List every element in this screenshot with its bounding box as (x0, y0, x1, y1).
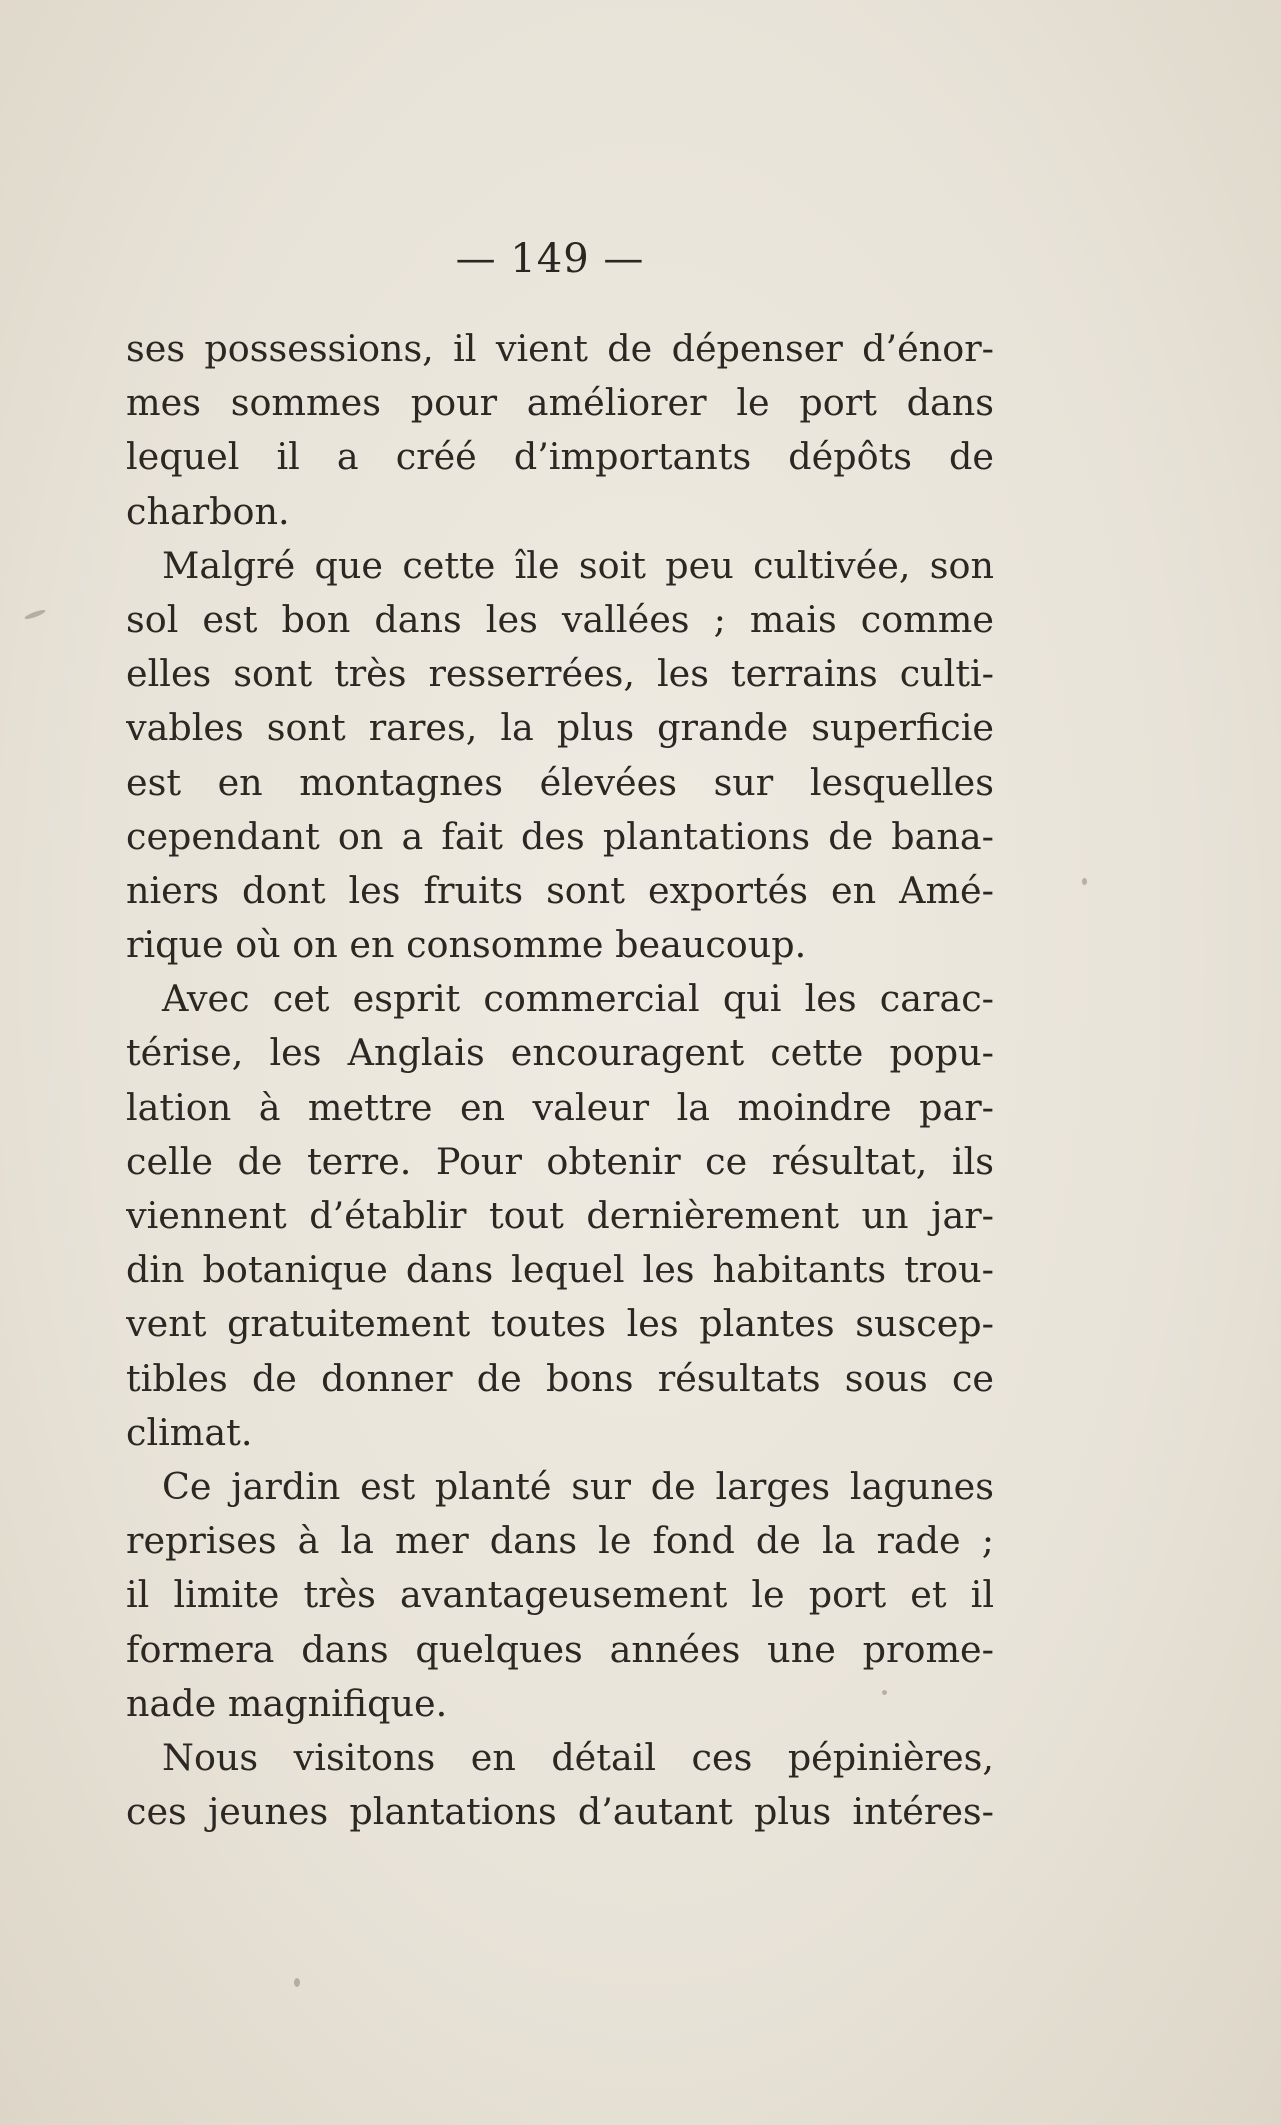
paper-mark (294, 1978, 300, 1987)
paper-mark (1082, 878, 1087, 885)
text-line: lequel il a créé d’importants dépôts de (126, 435, 994, 479)
text-line: cependant on a fait des plantations de bana- (126, 814, 994, 858)
text-line: Avec cet esprit commercial qui les carac- (162, 977, 994, 1021)
text-line: il limite très avantageusement le port et il (126, 1573, 994, 1617)
text-line: est en montagnes élevées sur lesquelles (126, 760, 994, 804)
body-text (126, 322, 994, 1839)
text-line: din botanique dans lequel les habitants trou- (126, 1248, 994, 1292)
text-line: elles sont très resserrées, les terrains culti- (126, 652, 994, 696)
text-line: viennent d’établir tout dernièrement un jar- (126, 1194, 994, 1237)
text-line: formera dans quelques années une prome- (126, 1627, 994, 1671)
text-line: Ce jardin est planté sur de larges lagunes (162, 1464, 994, 1508)
text-line: niers dont les fruits sont exportés en Amé- (126, 868, 994, 912)
text-line: climat. (126, 1410, 253, 1454)
text-line: sol est bon dans les vallées ; mais comme (126, 597, 994, 641)
text-line: Nous visitons en détail ces pépinières, (162, 1735, 994, 1779)
text-line: nade magnifique. (126, 1681, 448, 1725)
page-number: — 149 — (455, 236, 645, 282)
text-line: vent gratuitement toutes les plantes suscep- (126, 1302, 994, 1346)
text-line: charbon. (126, 489, 290, 533)
paper-mark (882, 1690, 887, 1695)
text-line: térise, les Anglais encouragent cette popu- (126, 1031, 994, 1075)
text-line: ses possessions, il vient de dépenser d’énor- (126, 327, 994, 370)
text-line: tibles de donner de bons résultats sous ce (126, 1356, 994, 1400)
text-line: lation à mettre en valeur la moindre par- (126, 1085, 994, 1129)
text-line: reprises à la mer dans le fond de la rade ; (126, 1519, 994, 1563)
text-line: Malgré que cette île soit peu cultivée, son (162, 543, 994, 587)
text-line: mes sommes pour améliorer le port dans (126, 381, 994, 425)
text-line: ces jeunes plantations d’autant plus intéres- (126, 1790, 994, 1834)
paper-mark (24, 608, 46, 620)
text-line: rique où on en consomme beaucoup. (126, 923, 807, 967)
text-line: celle de terre. Pour obtenir ce résultat, ils (126, 1139, 994, 1183)
text-line: vables sont rares, la plus grande superficie (126, 706, 994, 750)
